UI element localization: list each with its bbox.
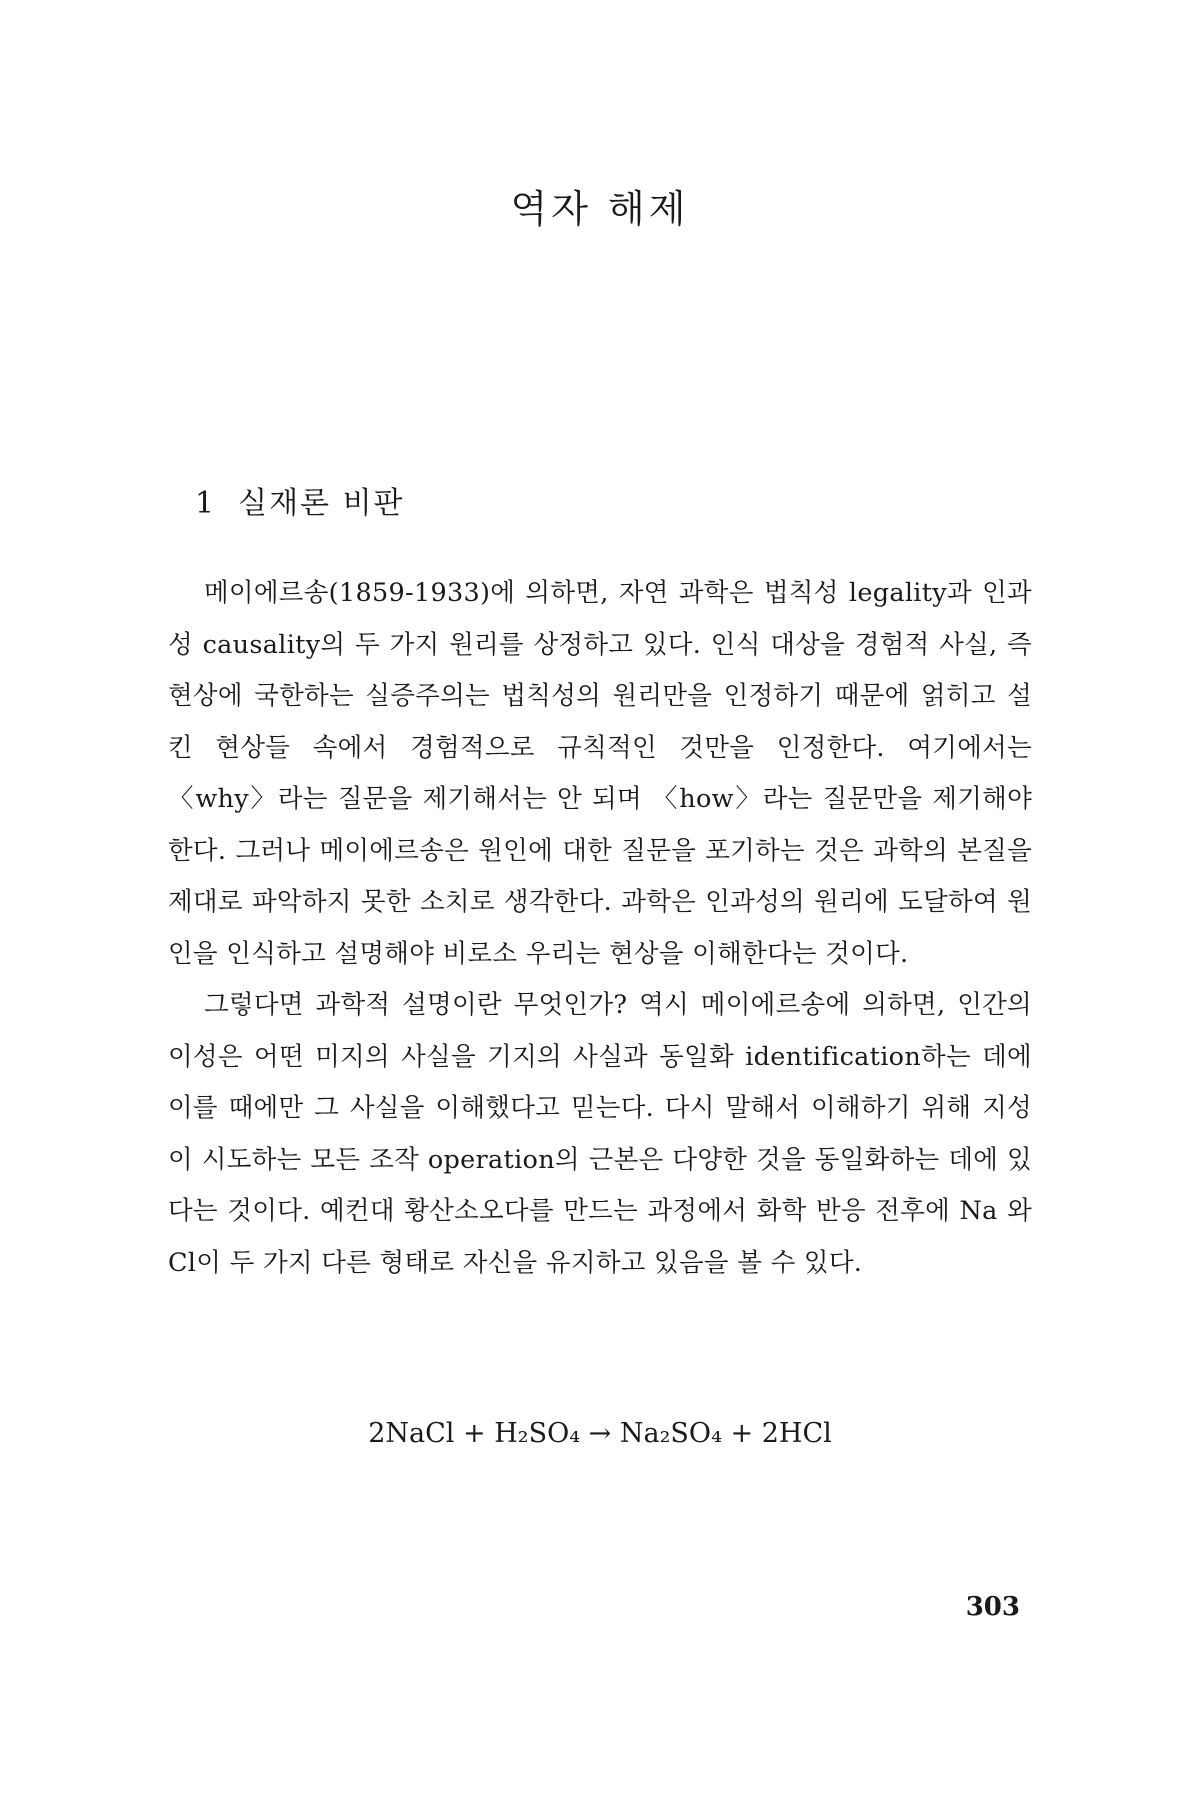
page-title: 역자 해제 [510, 187, 690, 231]
chemical-equation [0, 1418, 1200, 1449]
plus-sign: + [730, 1418, 754, 1449]
section-heading [195, 478, 405, 522]
section-number: 1 [195, 486, 217, 521]
product-1: Na₂SO₄ [619, 1418, 722, 1449]
page-number: 303 [965, 1592, 1020, 1622]
body-text [168, 568, 1032, 1289]
product-2: 2HCl [761, 1418, 832, 1449]
reactant-2: H₂SO₄ [494, 1418, 581, 1449]
section-title: 실재론 비판 [238, 486, 405, 521]
paragraph-1: 메이에르송(1859-1933)에 의하면, 자연 과학은 법칙성 legality과 인과성 causality의 두 가지 원리를 상정하고 있다. 인식 대상을 경험적 사실, 즉 현상에 국한하는 실증주의는 법칙성의 원리만을 인정하기 때문에 얽히고 설킨 현상들 속에서 경험적으로 규칙적인 것만을 인정한다. 여기에서는 〈why〉라는 질문을 제기해서는 안 되며 〈how〉라는 질문만을 제기해야 한다. 그러나 메이에르송은 원인에 대한 질문을 포기하는 것은 과학의 본질을 제대로 파악하지 못한 소치로 생각한다. 과학은 인과성의 원리에 도달하여 원인을 인식하고 설명해야 비로소 우리는 현상을 이해한다는 것이다. [168, 578, 1032, 969]
paragraph-2: 그렇다면 과학적 설명이란 무엇인가? 역시 메이에르송에 의하면, 인간의 이성은 어떤 미지의 사실을 기지의 사실과 동일화 identification하는 데에 이를 때에만 그 사실을 이해했다고 믿는다. 다시 말해서 이해하기 위해 지성이 시도하는 모든 조작 operation의 근본은 다양한 것을 동일화하는 데에 있다는 것이다. 예컨대 황산소오다를 만드는 과정에서 화학 반응 전후에 Na 와 Cl이 두 가지 다른 형태로 자신을 유지하고 있음을 볼 수 있다. [168, 990, 1032, 1278]
reactant-1: 2NaCl [368, 1418, 455, 1449]
plus-sign: + [463, 1418, 486, 1449]
reaction-arrow: → [588, 1418, 612, 1449]
